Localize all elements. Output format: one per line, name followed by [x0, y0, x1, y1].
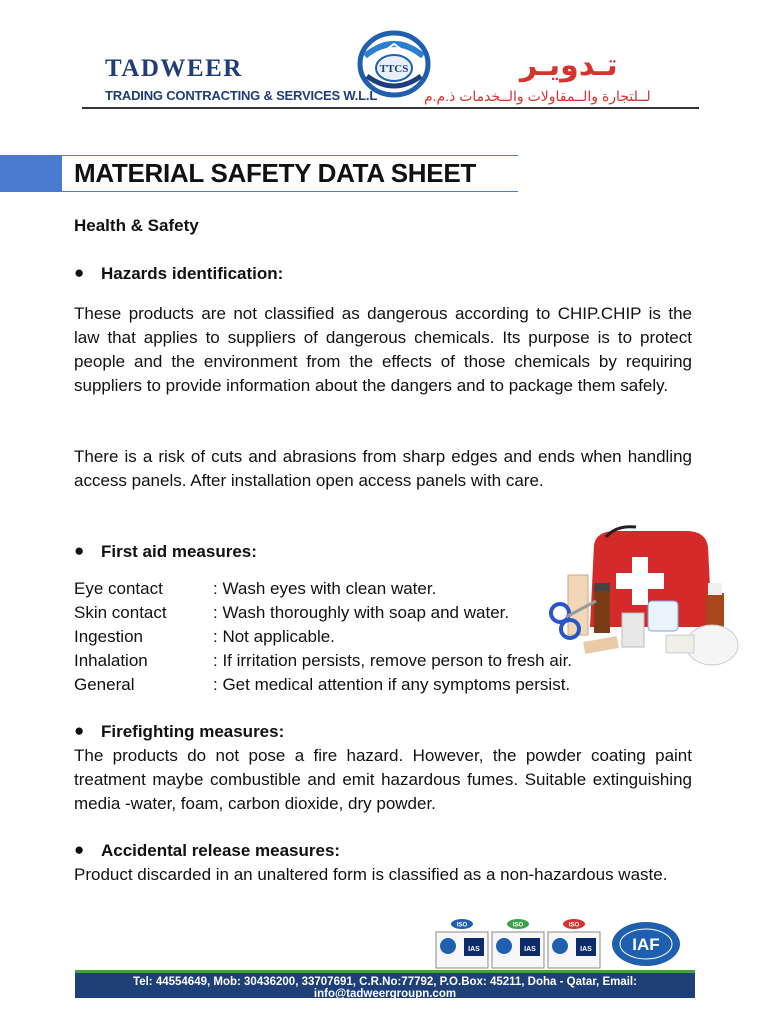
- footer-contact-info: Tel: 44554649, Mob: 30436200, 33707691, C.R.No:77792, P.O.Box: 45211, Doha - Qatar, Email: info@tadweergroupn.com: [133, 976, 637, 1000]
- bullet-icon: ●: [74, 840, 85, 859]
- first-aid-label: Inhalation: [74, 651, 148, 670]
- heading-first-aid: First aid measures:: [101, 542, 257, 561]
- heading-hazards: Hazards identification:: [101, 264, 284, 283]
- company-subtitle-arabic: لــلتجارة والــمقاولات والــخدمات ذ.م.م: [424, 88, 651, 104]
- bullet-icon: ●: [74, 721, 85, 740]
- iaf-logo: [610, 920, 682, 968]
- iso-badge-text: ISO: [568, 922, 580, 929]
- first-aid-value: : Wash thoroughly with soap and water.: [213, 603, 510, 622]
- logo-text: TTCS: [379, 63, 409, 75]
- heading-firefighting: Firefighting measures:: [101, 722, 285, 741]
- first-aid-value: : Wash eyes with clean water.: [213, 579, 437, 598]
- first-aid-value: : If irritation persists, remove person to fresh air.: [213, 651, 573, 670]
- firefighting-paragraph: The products do not pose a fire hazard. However, the powder coating paint treatment maybe combustible and emit hazardous fumes. Suitable extinguishing media -water, foam, carbon dioxide, dry powder.: [74, 746, 692, 813]
- first-aid-value: : Get medical attention if any symptoms persist.: [213, 675, 571, 694]
- iso-badge-text: ISO: [512, 922, 524, 929]
- first-aid-label: Skin contact: [74, 603, 167, 622]
- first-aid-label: Ingestion: [74, 627, 143, 646]
- ias-badge-text: IAS: [524, 946, 536, 953]
- bullet-icon: ●: [74, 263, 85, 282]
- company-subtitle-english: TRADING CONTRACTING & SERVICES W.L.L: [105, 88, 378, 103]
- subtitle-health-safety: Health & Safety: [74, 216, 199, 235]
- ias-badge-text: IAS: [580, 946, 592, 953]
- company-logo: [357, 30, 431, 98]
- bullet-icon: ●: [74, 541, 85, 560]
- first-aid-label: Eye contact: [74, 579, 163, 598]
- header-divider: [82, 107, 699, 109]
- first-aid-label: General: [74, 675, 135, 694]
- page-title: MATERIAL SAFETY DATA SHEET: [74, 158, 476, 188]
- ias-badge-text: IAS: [468, 946, 480, 953]
- company-name-arabic: تـدويـر: [520, 49, 618, 82]
- iso-badge-text: ISO: [456, 922, 468, 929]
- hazards-paragraph-1: These products are not classified as dangerous according to CHIP.CHIP is the law that applies to suppliers of dangerous chemicals. Its purpose is to protect people and the environment from the effects of those chemicals by requiring suppliers to provide information about the dangers and to package them safely.: [74, 304, 692, 395]
- iso-certification-badges: [434, 918, 604, 970]
- iaf-text: IAF: [632, 935, 660, 954]
- first-aid-value: : Not applicable.: [213, 627, 335, 646]
- heading-accidental-release: Accidental release measures:: [101, 841, 341, 860]
- hazards-paragraph-2: There is a risk of cuts and abrasions from sharp edges and ends when handling access panels. After installation open access panels with care.: [74, 447, 692, 490]
- company-name-english: TADWEER: [105, 55, 243, 82]
- accidental-paragraph: Product discarded in an unaltered form is classified as a non-hazardous waste.: [74, 865, 668, 884]
